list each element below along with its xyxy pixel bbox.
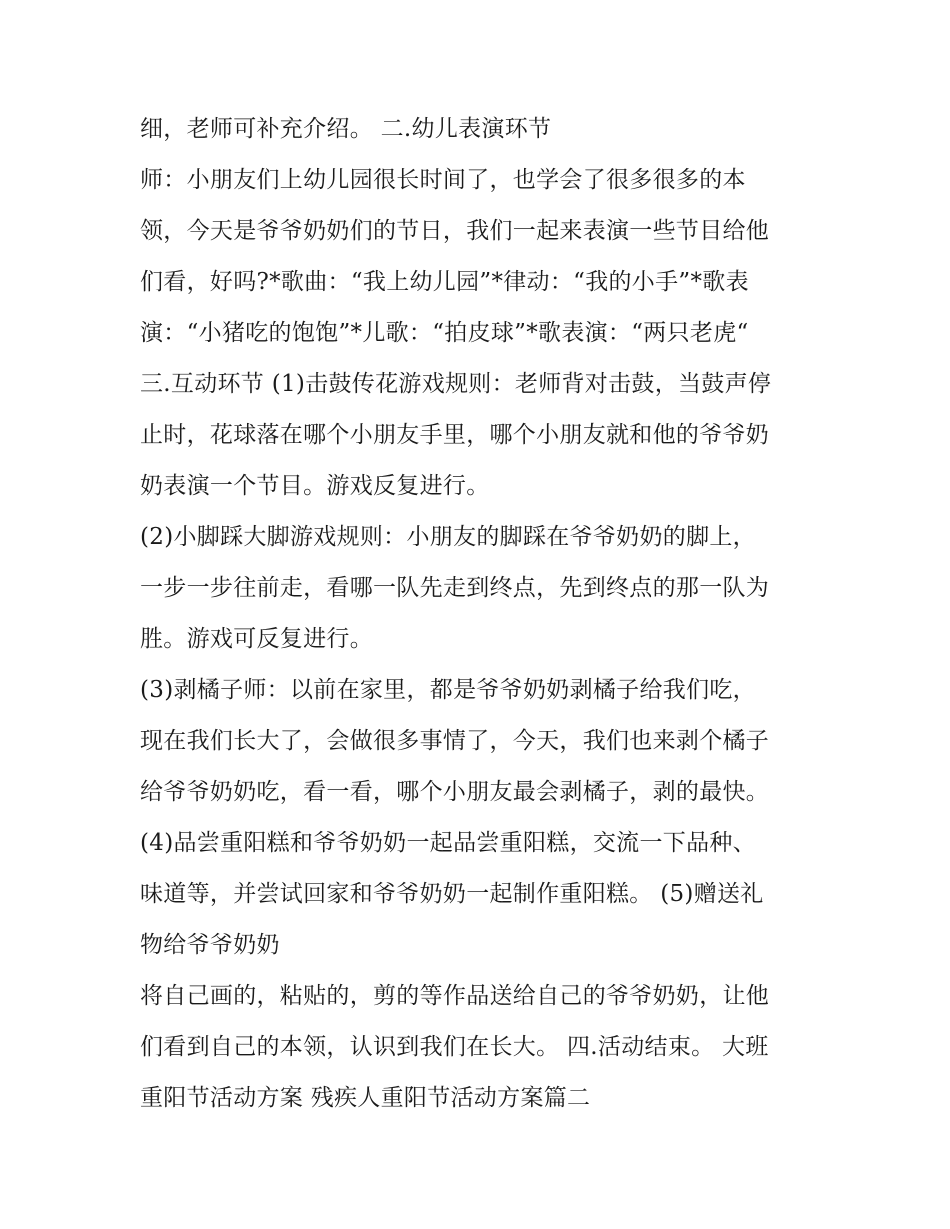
text-line: 奶表演一个节目。游戏反复进行。 [140, 473, 490, 499]
text-line: 将自己画的，粘贴的，剪的等作品送给自己的爷爷奶奶，让他 [140, 983, 770, 1009]
text-line: 胜。游戏可反复进行。 [140, 626, 373, 652]
text-line: (3)剥橘子师：以前在家里，都是爷爷奶奶剥橘子给我们吃， [140, 677, 756, 703]
text-line: 领，今天是爷爷奶奶们的节日，我们一起来表演一些节目给他 [140, 218, 770, 244]
text-line: (2)小脚踩大脚游戏规则：小朋友的脚踩在爷爷奶奶的脚上， [140, 524, 756, 550]
text-line: (4)品尝重阳糕和爷爷奶奶一起品尝重阳糕，交流一下品种、 [140, 830, 756, 856]
text-line: 重阳节活动方案 残疾人重阳节活动方案篇二 [140, 1085, 591, 1111]
text-line: 一步一步往前走，看哪一队先走到终点，先到终点的那一队为 [140, 575, 770, 601]
text-line: 味道等，并尝试回家和爷爷奶奶一起制作重阳糕。 (5)赠送礼 [140, 881, 764, 907]
text-line: 止时，花球落在哪个小朋友手里，哪个小朋友就和他的爷爷奶 [140, 422, 770, 448]
text-line: 现在我们长大了，会做很多事情了，今天，我们也来剥个橘子 [140, 728, 770, 754]
text-line: 们看，好吗?*歌曲：“我上幼儿园”*律动：“我的小手”*歌表 [140, 269, 749, 295]
text-line: 师：小朋友们上幼儿园很长时间了，也学会了很多很多的本 [140, 167, 746, 193]
text-line: 物给爷爷奶奶 [140, 932, 280, 958]
text-line: 细，老师可补充介绍。 二.幼儿表演环节 [140, 116, 552, 142]
text-line: 给爷爷奶奶吃，看一看，哪个小朋友最会剥橘子，剥的最快。 [140, 779, 770, 805]
document-body [140, 104, 820, 1124]
text-line: 三.互动环节 (1)击鼓传花游戏规则：老师背对击鼓，当鼓声停 [140, 371, 772, 397]
text-line: 演：“小猪吃的饱饱”*儿歌：“拍皮球”*歌表演：“两只老虎“ [140, 320, 749, 346]
text-line: 们看到自己的本领，认识到我们在长大。 四.活动结束。 大班 [140, 1034, 769, 1060]
